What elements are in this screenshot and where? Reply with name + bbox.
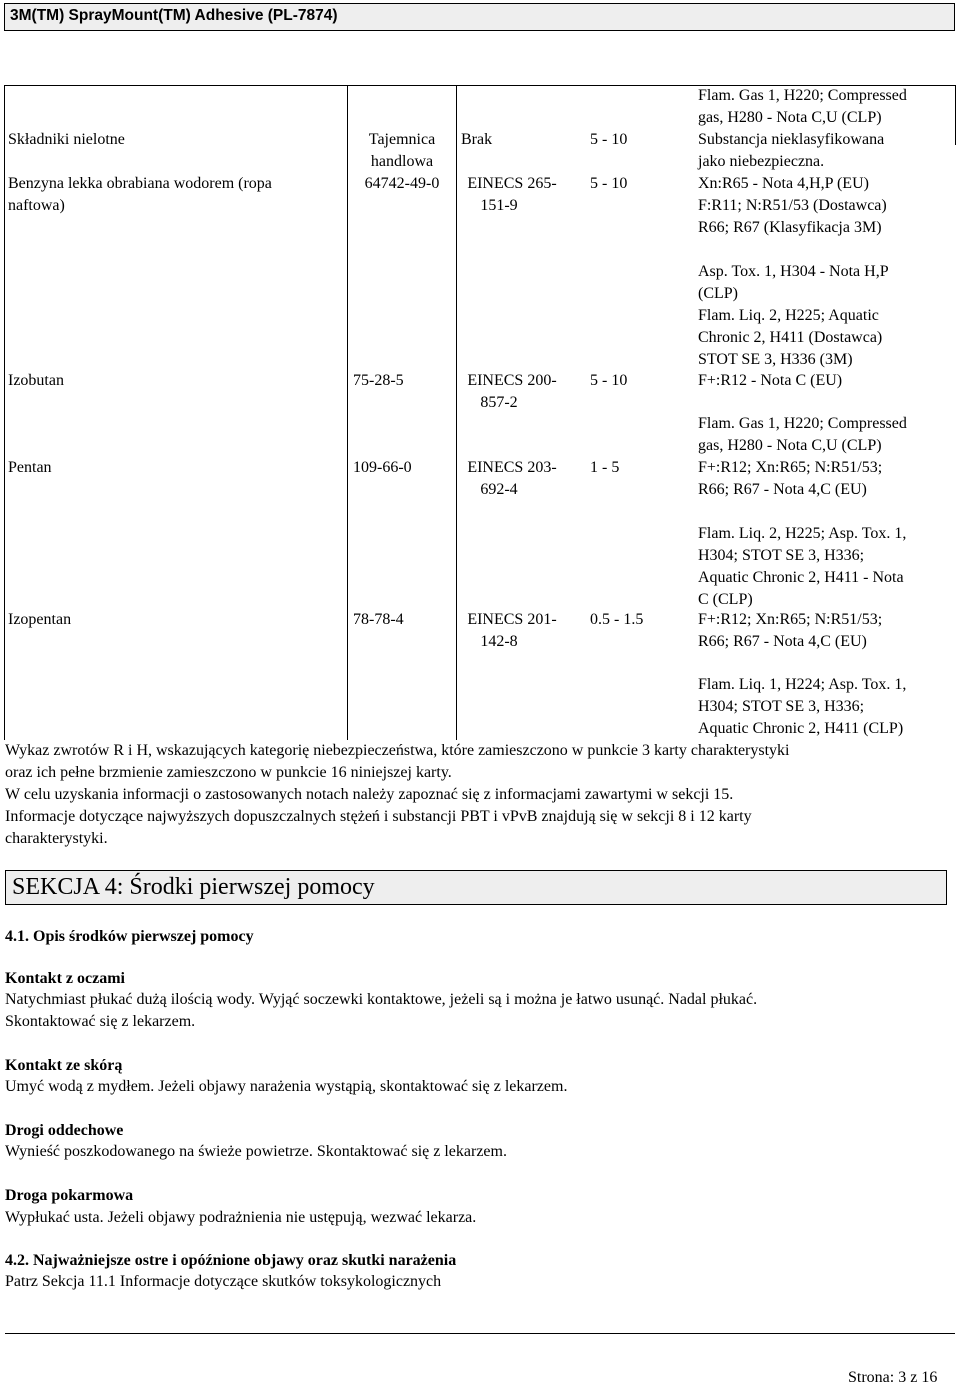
table-cell-ec: 151-9 [480,197,518,214]
table-cell-classification: Asp. Tox. 1, H304 - Nota H,P [698,263,889,280]
table-cell-classification: Flam. Gas 1, H220; Compressed [698,87,907,104]
note-paragraph: W celu uzyskania informacji o zastosowanych notach należy zapoznać się z informacjami zawartymi w sekcji 15. [5,786,734,803]
table-cell-classification: H304; STOT SE 3, H336; [698,547,865,564]
table-cell-classification: R66; R67 - Nota 4,C (EU) [698,481,867,498]
table-cell-cas: 75-28-5 [353,372,404,389]
table-cell-classification: R66; R67 - Nota 4,C (EU) [698,633,867,650]
table-cell-ec: Brak [461,131,493,148]
ingredients-table [0,85,960,740]
table-cell-cas: Tajemnica [368,131,436,148]
subsection-title: 4.2. Najważniejsze ostre i opóźnione objawy oraz skutki narażenia [5,1252,457,1269]
table-cell-classification: H304; STOT SE 3, H336; [698,698,865,715]
section-title: SEKCJA 4: Środki pierwszej pomocy [12,874,375,900]
table-cell-name: Izopentan [8,611,72,628]
skin-contact-heading: Kontakt ze skórą [5,1057,123,1074]
note-paragraph: Wykaz zwrotów R i H, wskazujących kategorię niebezpieczeństwa, które zamieszczono w punkcie 3 karty charakterystyki [5,742,790,759]
table-cell-classification: gas, H280 - Nota C,U (CLP) [698,437,882,454]
table-cell-ec: 857-2 [480,394,518,411]
page-number: Strona: 3 z 16 [848,1369,938,1386]
table-cell-cas: 64742-49-0 [364,175,440,192]
table-cell-name: Składniki nielotne [8,131,125,148]
respiratory-heading: Drogi oddechowe [5,1122,124,1139]
table-cell-name: naftowa) [8,197,65,214]
table-cell-classification: gas, H280 - Nota C,U (CLP) [698,109,882,126]
table-cell-classification: (CLP) [698,285,738,302]
subsection-title: 4.1. Opis środków pierwszej pomocy [5,928,254,945]
symptoms-text: Patrz Sekcja 11.1 Informacje dotyczące skutków toksykologicznych [5,1273,442,1290]
table-border-right [955,85,956,145]
table-cell-classification: jako niebezpieczna. [698,153,825,170]
eye-contact-text: Natychmiast płukać dużą ilością wody. Wyjąć soczewki kontaktowe, jeżeli są i można je łatwo usunąć. Nadal płukać. [5,991,758,1008]
table-cell-classification: Flam. Liq. 1, H224; Asp. Tox. 1, [698,676,907,693]
ingestion-text: Wypłukać usta. Jeżeli objawy podrażnienia nie ustępują, wezwać lekarza. [5,1209,477,1226]
table-cell-name: Izobutan [8,372,64,389]
table-cell-concentration: 5 - 10 [590,372,628,389]
table-cell-classification: Xn:R65 - Nota 4,H,P (EU) [698,175,869,192]
table-cell-cas: 109-66-0 [353,459,412,476]
table-cell-name: Pentan [8,459,52,476]
skin-contact-text: Umyć wodą z mydłem. Jeżeli objawy narażenia wystąpią, skontaktować się z lekarzem. [5,1078,568,1095]
table-cell-classification: Chronic 2, H411 (Dostawca) [698,329,883,346]
ingestion-heading: Droga pokarmowa [5,1187,134,1204]
table-cell-concentration: 0.5 - 1.5 [590,611,644,628]
table-cell-ec: 692-4 [480,481,518,498]
table-cell-classification: F+:R12 - Nota C (EU) [698,372,843,389]
table-cell-ec: EINECS 203- [467,459,557,476]
table-cell-classification: F:R11; N:R51/53 (Dostawca) [698,197,887,214]
table-cell-name: Benzyna lekka obrabiana wodorem (ropa [8,175,272,192]
table-cell-cas: handlowa [370,153,434,170]
table-cell-cas: 78-78-4 [353,611,404,628]
footer-divider [5,1333,955,1334]
table-cell-classification: F+:R12; Xn:R65; N:R51/53; [698,611,883,628]
table-cell-concentration: 5 - 10 [590,175,628,192]
table-cell-classification: Flam. Liq. 2, H225; Aquatic [698,307,879,324]
table-cell-classification: STOT SE 3, H336 (3M) [698,351,853,368]
document-header [4,3,955,31]
eye-contact-text: Skontaktować się z lekarzem. [5,1013,196,1030]
document-title: 3M(TM) SprayMount(TM) Adhesive (PL-7874) [10,7,338,24]
table-cell-classification: R66; R67 (Klasyfikacja 3M) [698,219,882,236]
table-cell-classification: Flam. Liq. 2, H225; Asp. Tox. 1, [698,525,907,542]
table-cell-ec: 142-8 [480,633,518,650]
table-cell-concentration: 5 - 10 [590,131,628,148]
note-paragraph: Informacje dotyczące najwyższych dopuszczalnych stężeń i substancji PBT i vPvB znajdują się w sekcji 8 i 12 karty [5,808,752,825]
note-paragraph: oraz ich pełne brzmienie zamieszczono w punkcie 16 niniejszej karty. [5,764,452,781]
table-cell-concentration: 1 - 5 [590,459,620,476]
respiratory-text: Wynieść poszkodowanego na świeże powietrze. Skontaktować się z lekarzem. [5,1143,507,1160]
table-cell-ec: EINECS 200- [467,372,557,389]
table-cell-ec: EINECS 265- [467,175,557,192]
eye-contact-heading: Kontakt z oczami [5,970,125,987]
note-paragraph: charakterystyki. [5,830,108,847]
table-cell-classification: C (CLP) [698,591,753,608]
table-cell-classification: Flam. Gas 1, H220; Compressed [698,415,907,432]
table-cell-ec: EINECS 201- [467,611,557,628]
table-cell-classification: Substancja nieklasyfikowana [698,131,885,148]
section-heading [5,870,947,905]
table-cell-classification: Aquatic Chronic 2, H411 - Nota [698,569,904,586]
table-cell-classification: Aquatic Chronic 2, H411 (CLP) [698,720,904,737]
table-border-left [4,85,5,740]
table-cell-classification: F+:R12; Xn:R65; N:R51/53; [698,459,883,476]
